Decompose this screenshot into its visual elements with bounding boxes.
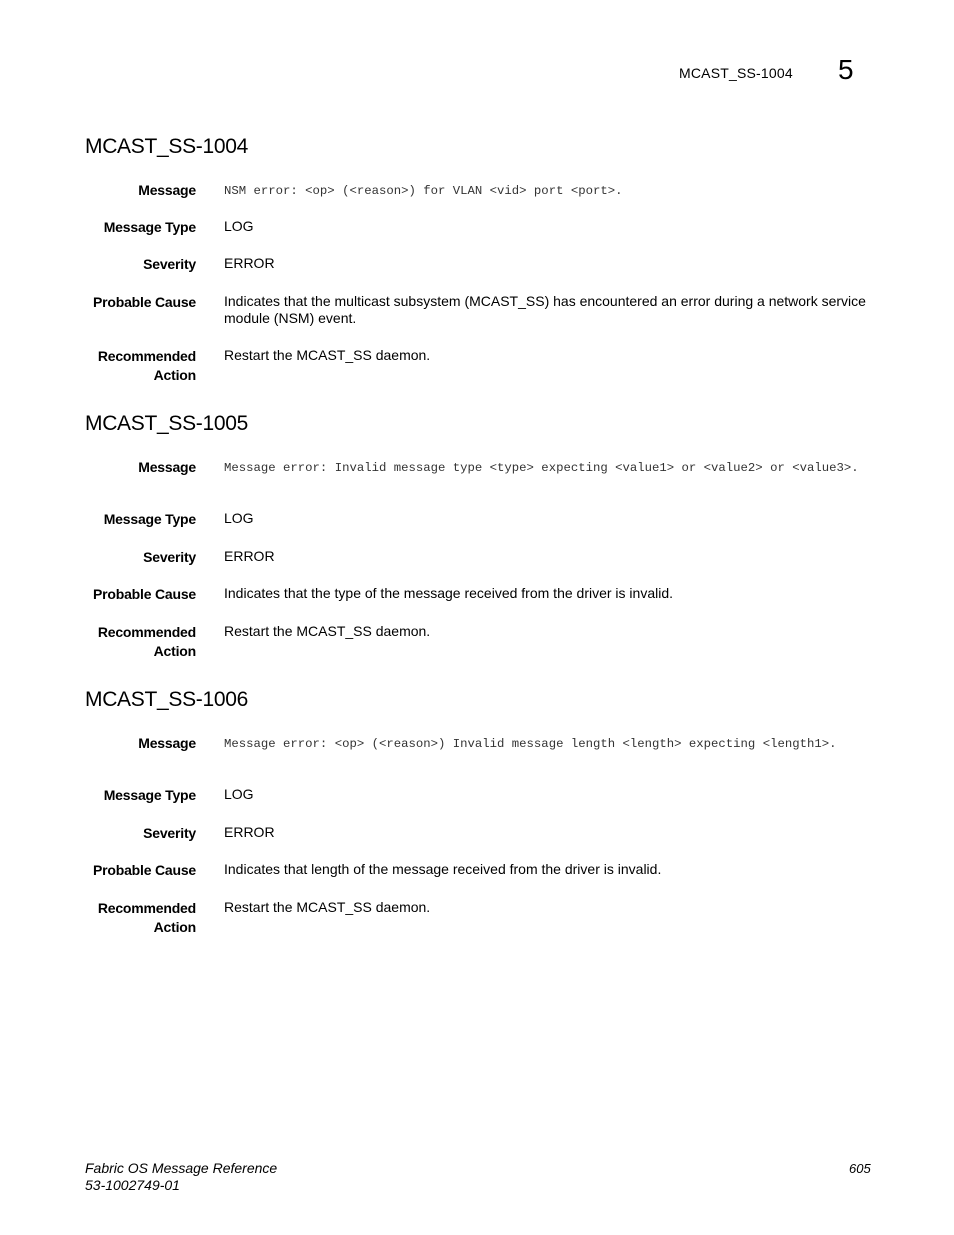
message-type-label: Message Type xyxy=(103,219,196,235)
probable-cause-label: Probable Cause xyxy=(92,586,196,602)
recommended-action-label-line-2: Action xyxy=(153,643,196,659)
message-type-value: LOG xyxy=(224,510,254,526)
message-type-label: Message Type xyxy=(103,511,196,527)
severity-value: ERROR xyxy=(224,255,275,271)
recommended-action-label-line-1: Recommended xyxy=(97,900,196,916)
chapter-number: 5 xyxy=(838,54,854,85)
probable-cause-label: Probable Cause xyxy=(92,862,196,878)
severity-label: Severity xyxy=(143,256,196,272)
probable-cause-label: Probable Cause xyxy=(92,294,196,310)
message-type-label: Message Type xyxy=(103,787,196,803)
severity-value: ERROR xyxy=(224,548,275,564)
message-label: Message xyxy=(138,182,196,198)
message-text: Message error: <op> (<reason>) Invalid message length <length> expecting <length1>. xyxy=(224,737,837,751)
recommended-action-text: Restart the MCAST_SS daemon. xyxy=(224,623,431,639)
running-header-title: MCAST_SS-1004 xyxy=(679,65,793,81)
message-type-value: LOG xyxy=(224,786,254,802)
message-label: Message xyxy=(138,459,196,475)
recommended-action-label xyxy=(66,347,196,385)
recommended-action-label xyxy=(66,899,196,937)
recommended-action-label-line-2: Action xyxy=(153,367,196,383)
recommended-action-label-line-1: Recommended xyxy=(97,348,196,364)
message-label: Message xyxy=(138,735,196,751)
recommended-action-text: Restart the MCAST_SS daemon. xyxy=(224,347,431,363)
recommended-action-label-line-1: Recommended xyxy=(97,624,196,640)
severity-label: Severity xyxy=(143,549,196,565)
probable-cause-text: Indicates that length of the message received from the driver is invalid. xyxy=(224,861,662,877)
message-text: Message error: Invalid message type <type> expecting <value1> or <value2> or <value3>. xyxy=(224,461,859,475)
footer-document-title: Fabric OS Message Reference xyxy=(85,1160,278,1176)
probable-cause-text: Indicates that the multicast subsystem (MCAST_SS) has encountered an error during a network service module (NSM) event. xyxy=(224,293,866,326)
severity-value: ERROR xyxy=(224,824,275,840)
recommended-action-text: Restart the MCAST_SS daemon. xyxy=(224,899,431,915)
message-type-value: LOG xyxy=(224,218,254,234)
recommended-action-label xyxy=(66,623,196,661)
footer-page-number: 605 xyxy=(849,1161,871,1176)
probable-cause-text: Indicates that the type of the message received from the driver is invalid. xyxy=(224,585,674,601)
entry-title: MCAST_SS-1005 xyxy=(85,412,249,435)
entry-title: MCAST_SS-1006 xyxy=(85,688,249,711)
entry-title: MCAST_SS-1004 xyxy=(85,135,249,158)
message-text: NSM error: <op> (<reason>) for VLAN <vid> port <port>. xyxy=(224,184,623,198)
recommended-action-label-line-2: Action xyxy=(153,919,196,935)
footer-document-code: 53-1002749-01 xyxy=(85,1177,180,1193)
severity-label: Severity xyxy=(143,825,196,841)
